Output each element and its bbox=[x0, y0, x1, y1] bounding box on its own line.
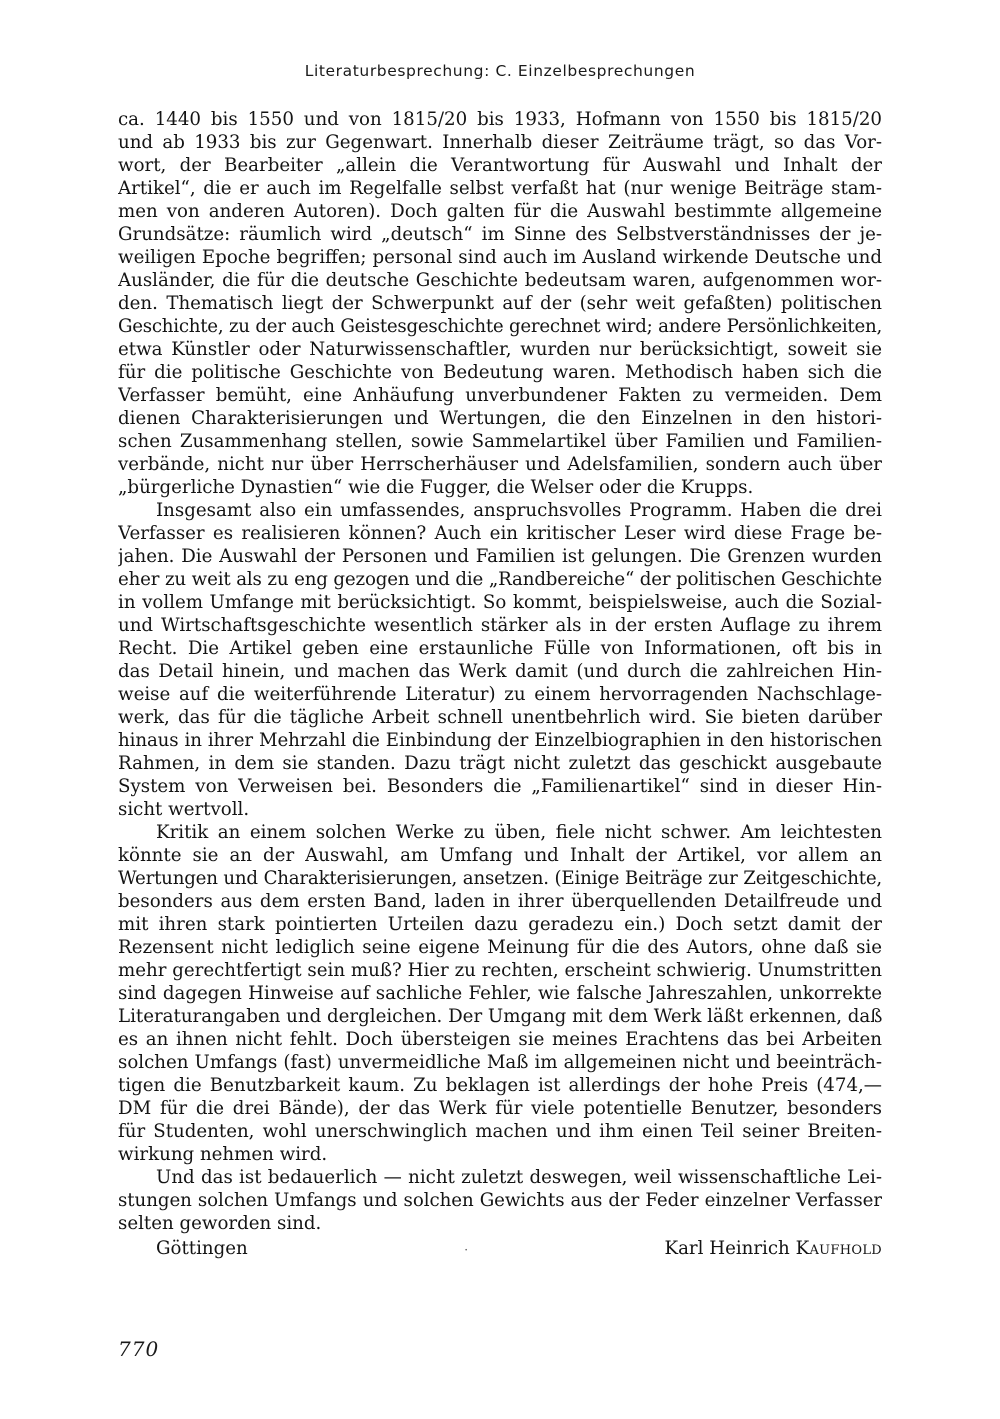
text-line: Und das ist bedauerlich — nicht zuletzt deswegen, weil wissenschaftliche Lei- bbox=[156, 1167, 882, 1188]
text-line: sind dagegen Hinweise auf sachliche Fehler, wie falsche Jahreszahlen, unkorrekte bbox=[118, 983, 882, 1004]
text-line: könnte sie an der Auswahl, am Umfang und Inhalt der Artikel, vor allem an bbox=[118, 845, 882, 866]
author-given-name: Karl Heinrich bbox=[664, 1238, 790, 1259]
text-line: solchen Umfangs (fast) unvermeidliche Maß im allgemeinen nicht und beeinträch- bbox=[118, 1052, 882, 1073]
text-line: in vollem Umfange mit berücksichtigt. So kommt, beispielsweise, auch die Sozial- bbox=[118, 592, 882, 613]
text-line: Verfasser es realisieren können? Auch ein kritischer Leser wird diese Frage be- bbox=[118, 523, 882, 544]
text-line: Verfasser bemüht, eine Anhäufung unverbundener Fakten zu vermeiden. Dem bbox=[118, 385, 882, 406]
text-line: jahen. Die Auswahl der Personen und Familien ist gelungen. Die Grenzen wurden bbox=[118, 546, 882, 567]
text-line: wirkung nehmen wird. bbox=[118, 1144, 328, 1165]
text-line: es an ihnen nicht fehlt. Doch übersteigen sie meines Erachtens das bei Arbeiten bbox=[118, 1029, 882, 1050]
text-line: den. Thematisch liegt der Schwerpunkt auf der (sehr weit gefaßten) politischen bbox=[118, 293, 882, 314]
text-line: „bürgerliche Dynastien“ wie die Fugger, die Welser oder die Krupps. bbox=[118, 477, 754, 498]
text-line: für die politische Geschichte von Bedeutung waren. Methodisch haben sich die bbox=[118, 362, 882, 383]
text-line: Grundsätze: räumlich wird „deutsch“ im Sinne des Selbstverständnisses der je- bbox=[118, 224, 882, 245]
text-line: Geschichte, zu der auch Geistesgeschichte gerechnet wird; andere Persönlichkeiten, bbox=[118, 316, 882, 337]
text-line: ca. 1440 bis 1550 und von 1815/20 bis 1933, Hofmann von 1550 bis 1815/20 bbox=[118, 109, 882, 130]
text-line: das Detail hinein, und machen das Werk damit (und durch die zahlreichen Hin- bbox=[118, 661, 882, 682]
text-line: System von Verweisen bei. Besonders die „Familienartikel“ sind in dieser Hin- bbox=[118, 776, 882, 797]
text-line: hinaus in ihrer Mehrzahl die Einbindung der Einzelbiographien in den historischen bbox=[118, 730, 882, 751]
text-line: und ab 1933 bis zur Gegenwart. Innerhalb dieser Zeiträume trägt, so das Vor- bbox=[118, 132, 882, 153]
page-number: 770 bbox=[118, 1337, 160, 1361]
text-line: etwa Künstler oder Naturwissenschaftler, wurden nur berücksichtigt, soweit sie bbox=[118, 339, 882, 360]
text-line: Artikel“, die er auch im Regelfalle selbst verfaßt hat (nur wenige Beiträge stam- bbox=[118, 178, 882, 199]
text-line: und Wirtschaftsgeschichte wesentlich stärker als in der ersten Auflage zu ihrem bbox=[118, 615, 882, 636]
text-line: men von anderen Autoren). Doch galten für die Auswahl bestimmte allgemeine bbox=[118, 201, 882, 222]
signature-author bbox=[664, 1237, 882, 1260]
text-line: mehr gerechtfertigt sein muß? Hier zu rechten, erscheint schwierig. Unumstritten bbox=[118, 960, 882, 981]
text-line: weiligen Epoche begriffen; personal sind auch im Ausland wirkende Deutsche und bbox=[118, 247, 882, 268]
text-line: werk, das für die tägliche Arbeit schnell unentbehrlich wird. Sie bieten darüber bbox=[118, 707, 882, 728]
text-line: Rahmen, in dem sie standen. Dazu trägt nicht zuletzt das geschickt ausgebaute bbox=[118, 753, 882, 774]
text-line: sicht wertvoll. bbox=[118, 799, 250, 820]
review-body bbox=[118, 108, 882, 1260]
text-line: Wertungen und Charakterisierungen, ansetzen. (Einige Beiträge zur Zeitgeschichte, bbox=[118, 868, 882, 889]
text-line: Kritik an einem solchen Werke zu üben, fiele nicht schwer. Am leichtesten bbox=[156, 822, 882, 843]
author-surname: Kaufhold bbox=[795, 1238, 882, 1259]
signature-row bbox=[118, 1237, 882, 1260]
text-line: Literaturangaben und dergleichen. Der Umgang mit dem Werk läßt erkennen, daß bbox=[118, 1006, 882, 1027]
text-line: Insgesamt also ein umfassendes, anspruchsvolles Programm. Haben die drei bbox=[156, 500, 882, 521]
text-line: verbände, nicht nur über Herrscherhäuser und Adelsfamilien, sondern auch über bbox=[118, 454, 882, 475]
running-head: Literaturbesprechung: C. Einzelbesprechungen bbox=[304, 62, 696, 80]
text-line: eher zu weit als zu eng gezogen und die „Randbereiche“ der politischen Geschichte bbox=[118, 569, 882, 590]
paragraph-lines bbox=[118, 108, 882, 1235]
text-line: Recht. Die Artikel geben eine erstaunliche Fülle von Informationen, oft bis in bbox=[118, 638, 882, 659]
signature-place: Göttingen bbox=[156, 1238, 248, 1259]
text-line: für Studenten, wohl unerschwinglich machen und ihm einen Teil seiner Breiten- bbox=[118, 1121, 882, 1142]
text-line: DM für die drei Bände), der das Werk für viele potentielle Benutzer, besonders bbox=[118, 1098, 882, 1119]
text-line: weise auf die weiterführende Literatur) zu einem hervorragenden Nachschlage- bbox=[118, 684, 882, 705]
text-line: wort, der Bearbeiter „allein die Verantwortung für Auswahl und Inhalt der bbox=[118, 155, 882, 176]
text-line: Rezensent nicht lediglich seine eigene Meinung für die des Autors, ohne daß sie bbox=[118, 937, 882, 958]
text-line: stungen solchen Umfangs und solchen Gewichts aus der Feder einzelner Verfasser bbox=[118, 1190, 882, 1211]
text-line: Ausländer, die für die deutsche Geschichte bedeutsam waren, aufgenommen wor- bbox=[118, 270, 882, 291]
text-line: besonders aus dem ersten Band, laden in ihrer überquellenden Detailfreude und bbox=[118, 891, 882, 912]
stray-dot-mark: · bbox=[464, 1243, 469, 1257]
text-line: dienen Charakterisierungen und Wertungen, die den Einzelnen in den histori- bbox=[118, 408, 882, 429]
text-line: selten geworden sind. bbox=[118, 1213, 322, 1234]
text-line: schen Zusammenhang stellen, sowie Sammelartikel über Familien und Familien- bbox=[118, 431, 882, 452]
text-line: tigen die Benutzbarkeit kaum. Zu beklagen ist allerdings der hohe Preis (474,— bbox=[118, 1075, 882, 1096]
text-line: mit ihren stark pointierten Urteilen dazu geradezu ein.) Doch setzt damit der bbox=[118, 914, 882, 935]
